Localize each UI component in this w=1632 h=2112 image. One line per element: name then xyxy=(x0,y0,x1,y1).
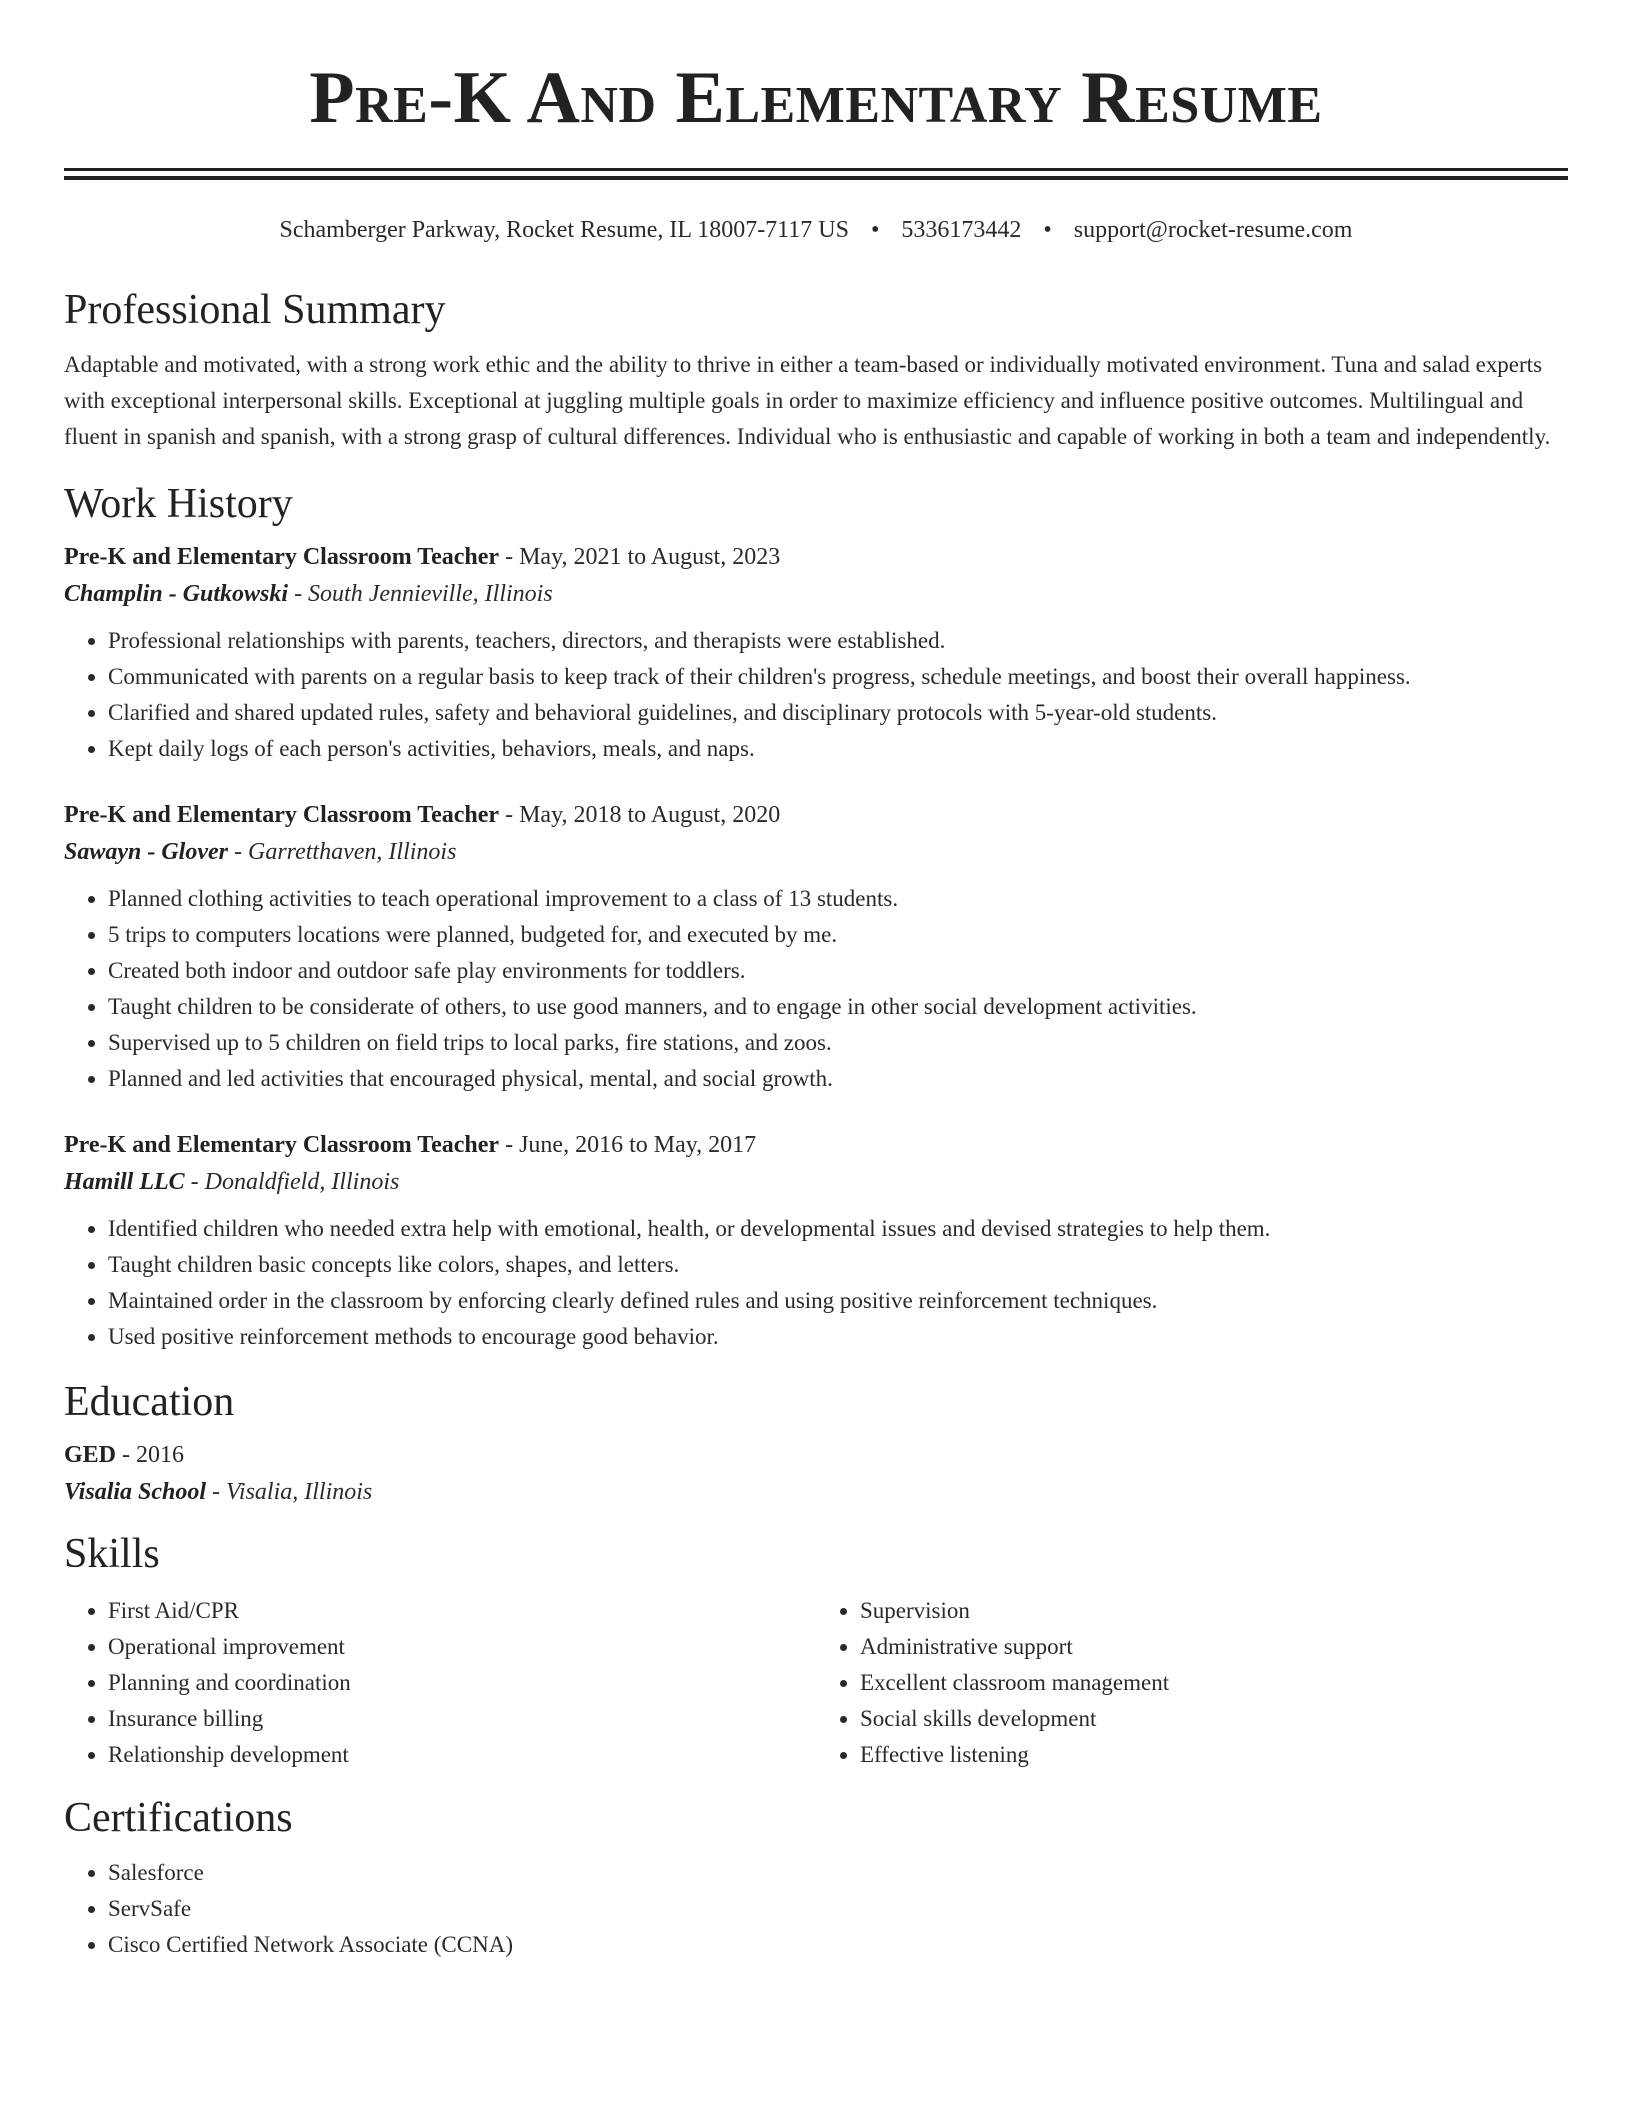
job-location: - South Jennieville, Illinois xyxy=(288,581,553,607)
job-dates: - May, 2021 to August, 2023 xyxy=(499,544,781,570)
job-duty-item: • Maintained order in the classroom by enforcing clearly defined rules and using positive reinforcement techniques. xyxy=(108,1283,1568,1319)
skill-item: • Supervision xyxy=(860,1593,1568,1629)
resume-page xyxy=(64,0,1568,1963)
job-duty-item: • Planned clothing activities to teach operational improvement to a class of 13 students. xyxy=(108,881,1568,917)
job-duty-item: • Clarified and shared updated rules, safety and behavioral guidelines, and disciplinary protocols with 5-year-old students. xyxy=(108,695,1568,731)
job-title: Pre-K and Elementary Classroom Teacher xyxy=(64,1132,500,1158)
education-degree: GED xyxy=(64,1442,117,1468)
certifications-list xyxy=(64,1855,1568,1963)
job-header xyxy=(64,1127,1568,1163)
job-duty-item: • Taught children to be considerate of others, to use good manners, and to engage in other social development activities. xyxy=(108,989,1568,1025)
education-heading: Education xyxy=(64,1379,235,1425)
job-company: Sawayn - Glover xyxy=(64,839,228,865)
skill-item: • Planning and coordination xyxy=(108,1665,816,1701)
contact-separator: • xyxy=(1043,217,1052,243)
skill-item: • Administrative support xyxy=(860,1629,1568,1665)
job-location: - Garretthaven, Illinois xyxy=(228,839,457,865)
job-dates: - June, 2016 to May, 2017 xyxy=(499,1132,757,1158)
job-header xyxy=(64,797,1568,833)
skills-heading: Skills xyxy=(64,1531,160,1577)
job-employer xyxy=(64,1163,1568,1201)
job-header xyxy=(64,539,1568,575)
skill-item: • Relationship development xyxy=(108,1737,816,1773)
job-duty-item: • Supervised up to 5 children on field trips to local parks, fire stations, and zoos. xyxy=(108,1025,1568,1061)
resume-title: Pre-K And Elementary Resume xyxy=(309,57,1323,139)
work-history-heading: Work History xyxy=(64,481,293,527)
skill-item: • Social skills development xyxy=(860,1701,1568,1737)
job-entry xyxy=(64,1127,1568,1355)
job-employer xyxy=(64,833,1568,871)
job-duties xyxy=(64,623,1568,767)
skills-column-left xyxy=(64,1593,816,1773)
job-duty-item: • Identified children who needed extra help with emotional, health, or developmental issues and devised strategies to help them. xyxy=(108,1211,1568,1247)
job-company: Champlin - Gutkowski xyxy=(64,581,289,607)
job-duty-item: • 5 trips to computers locations were planned, budgeted for, and executed by me. xyxy=(108,917,1568,953)
certification-item: • Salesforce xyxy=(108,1855,1568,1891)
education-header xyxy=(64,1437,1568,1473)
job-duty-item: • Used positive reinforcement methods to encourage good behavior. xyxy=(108,1319,1568,1355)
job-title: Pre-K and Elementary Classroom Teacher xyxy=(64,802,500,828)
contact-phone: 5336173442 xyxy=(901,217,1022,243)
skill-item: • First Aid/CPR xyxy=(108,1593,816,1629)
job-duties xyxy=(64,1211,1568,1355)
job-entry xyxy=(64,797,1568,1097)
certifications-heading: Certifications xyxy=(64,1795,293,1841)
certification-item: • Cisco Certified Network Associate (CCNA) xyxy=(108,1927,1568,1963)
job-title: Pre-K and Elementary Classroom Teacher xyxy=(64,544,500,570)
job-duty-item: • Created both indoor and outdoor safe play environments for toddlers. xyxy=(108,953,1568,989)
skill-item: • Operational improvement xyxy=(108,1629,816,1665)
skills-column-right xyxy=(816,1593,1568,1773)
skill-item: • Effective listening xyxy=(860,1737,1568,1773)
education-entry xyxy=(64,1437,1568,1511)
skill-item: • Excellent classroom management xyxy=(860,1665,1568,1701)
job-duties xyxy=(64,881,1568,1097)
contact-address: Schamberger Parkway, Rocket Resume, IL 18007-7117 US xyxy=(279,217,849,243)
contact-line xyxy=(64,215,1568,245)
skill-item: • Insurance billing xyxy=(108,1701,816,1737)
job-duty-item: • Planned and led activities that encouraged physical, mental, and social growth. xyxy=(108,1061,1568,1097)
job-dates: - May, 2018 to August, 2020 xyxy=(499,802,781,828)
education-school-line xyxy=(64,1473,1568,1511)
contact-email: support@rocket-resume.com xyxy=(1073,217,1353,243)
education-year: - 2016 xyxy=(116,1442,185,1468)
contact-separator: • xyxy=(870,217,880,243)
job-entry xyxy=(64,539,1568,767)
education-location: - Visalia, Illinois xyxy=(206,1479,373,1505)
job-employer xyxy=(64,575,1568,613)
job-duty-item: • Professional relationships with parents, teachers, directors, and therapists were established. xyxy=(108,623,1568,659)
job-duty-item: • Communicated with parents on a regular basis to keep track of their children's progress, schedule meetings, and boost their overall happiness. xyxy=(108,659,1568,695)
skills-grid xyxy=(64,1593,1568,1773)
certification-item: • ServSafe xyxy=(108,1891,1568,1927)
job-duty-item: • Kept daily logs of each person's activities, behaviors, meals, and naps. xyxy=(108,731,1568,767)
job-location: - Donaldfield, Illinois xyxy=(184,1169,400,1195)
job-duty-item: • Taught children basic concepts like colors, shapes, and letters. xyxy=(108,1247,1568,1283)
title-rule-bottom xyxy=(64,176,1568,180)
summary-text: Adaptable and motivated, with a strong work ethic and the ability to thrive in either a team-based or individually motivated environment. Tuna and salad experts with exceptional interpersonal skills. Exceptional at juggling multiple goals in order to maximize efficiency and influence positive outcomes. Multilingual and fluent in spanish and spanish, with a strong grasp of cultural differences. Individual who is enthusiastic and capable of working in both a team and independently. xyxy=(64,352,1551,449)
title-rule-top xyxy=(64,168,1568,171)
summary-heading: Professional Summary xyxy=(64,287,446,333)
job-company: Hamill LLC xyxy=(64,1169,185,1195)
education-school: Visalia School xyxy=(64,1479,207,1505)
